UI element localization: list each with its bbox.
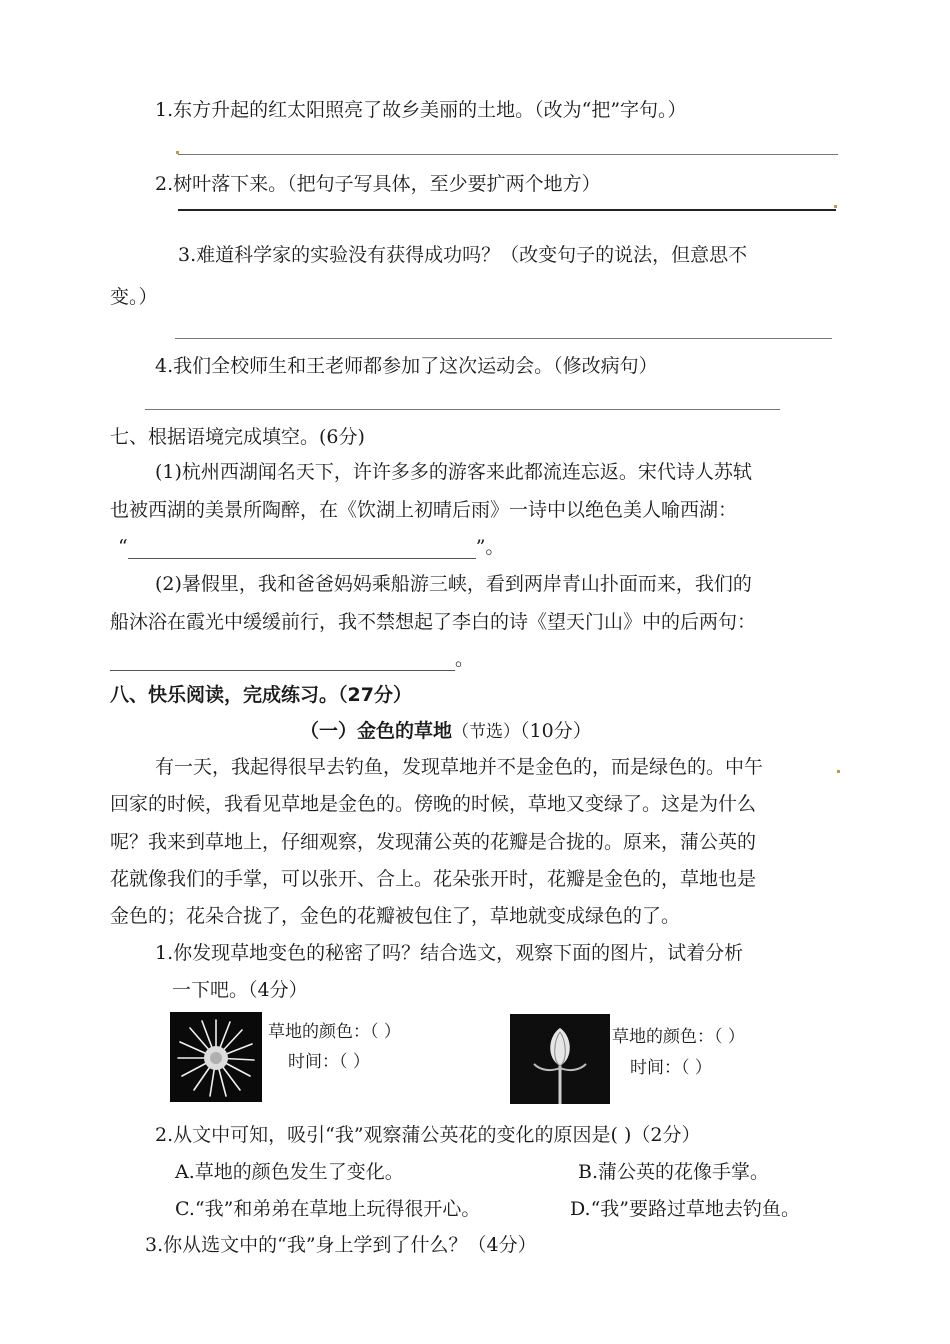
fill-blank-7-2 [110, 647, 474, 671]
paragraph-7-2: (2)暑假里，我和爸爸妈妈乘船游三峡，看到两岸青山扑面而来，我们的 [155, 573, 752, 595]
dandelion-open-image [170, 1012, 262, 1102]
paragraph-7-1: (1)杭州西湖闻名天下，许许多多的游客来此都流连忘返。宋代诗人苏轼 [155, 461, 752, 483]
reading-title-score: （10分） [520, 720, 592, 742]
answer-line[interactable] [178, 154, 838, 155]
mark-dot [834, 205, 837, 208]
option-b[interactable]: B.蒲公英的花像手掌。 [578, 1161, 770, 1183]
passage-line: 有一天，我起得很早去钓鱼，发现草地并不是金色的，而是绿色的。中午 [155, 756, 764, 778]
answer-line[interactable] [175, 338, 832, 339]
option-c[interactable]: C.“我”和弟弟在草地上玩得很开心。 [175, 1198, 481, 1220]
answer-line[interactable] [178, 209, 836, 211]
answer-line[interactable] [145, 409, 780, 410]
question-6-2: 2.树叶落下来。（把句子写具体，至少要扩两个地方） [155, 173, 601, 195]
question-8-1-cont: 一下吧。（4分） [172, 979, 308, 1001]
question-6-1: 1.东方升起的红太阳照亮了故乡美丽的土地。（改为“把”字句。） [155, 99, 687, 121]
paragraph-7-1-cont: 也被西湖的美景所陶醉，在《饮湖上初晴后雨》一诗中以绝色美人喻西湖： [110, 499, 738, 521]
paragraph-7-2-cont: 船沐浴在霞光中缓缓前行，我不禁想起了李白的诗《望天门山》中的后两句： [110, 611, 757, 633]
question-6-3: 3.难道科学家的实验没有获得成功吗？（改变句子的说法，但意思不 [178, 244, 748, 266]
section-8-heading: 八、快乐阅读，完成练习。（27分） [110, 684, 412, 706]
blank-input[interactable] [110, 650, 455, 671]
option-d[interactable]: D.“我”要路过草地去钓鱼。 [570, 1198, 801, 1220]
passage-line: 回家的时候，我看见草地是金色的。傍晚的时候，草地又变绿了。这是为什么 [110, 793, 757, 815]
fill-blank-7-1 [118, 535, 504, 559]
dandelion-closed-image [510, 1014, 610, 1104]
close-quote: ”。 [475, 536, 505, 558]
question-6-4: 4.我们全校师生和王老师都参加了这次运动会。（修改病句） [155, 355, 658, 377]
question-6-3-cont: 变。） [110, 286, 158, 308]
section-7-heading: 七、根据语境完成填空。(6分) [110, 426, 365, 448]
image-1-time-label: 时间：（ ） [288, 1052, 370, 1072]
passage-line: 花就像我们的手掌，可以张开、合上。花朵张开时，花瓣是金色的，草地也是 [110, 868, 757, 890]
reading-title-note: （节选） [452, 722, 521, 742]
option-a[interactable]: A.草地的颜色发生了变化。 [175, 1161, 404, 1183]
period: 。 [455, 648, 475, 670]
image-2-time-label: 时间：（ ） [630, 1058, 712, 1078]
blank-input[interactable] [128, 538, 476, 559]
question-8-3: 3.你从选文中的“我”身上学到了什么？（4分） [145, 1234, 537, 1256]
question-8-2: 2.从文中可知，吸引“我”观察蒲公英花的变化的原因是( )（2分） [155, 1124, 701, 1146]
passage-line: 金色的；花朵合拢了，金色的花瓣被包住了，草地就变成绿色的了。 [110, 905, 681, 927]
reading-title-main: （一）金色的草地 [300, 720, 453, 742]
open-quote: “ [118, 536, 128, 558]
image-2-color-label: 草地的颜色：（ ） [612, 1027, 745, 1047]
question-8-1: 1.你发现草地变色的秘密了吗？结合选文，观察下面的图片，试着分析 [155, 942, 744, 964]
passage-line: 呢？我来到草地上，仔细观察，发现蒲公英的花瓣是合拢的。原来，蒲公英的 [110, 831, 757, 853]
image-1-color-label: 草地的颜色：（ ） [268, 1022, 401, 1042]
reading-title [300, 719, 592, 744]
mark-dot [837, 770, 840, 773]
